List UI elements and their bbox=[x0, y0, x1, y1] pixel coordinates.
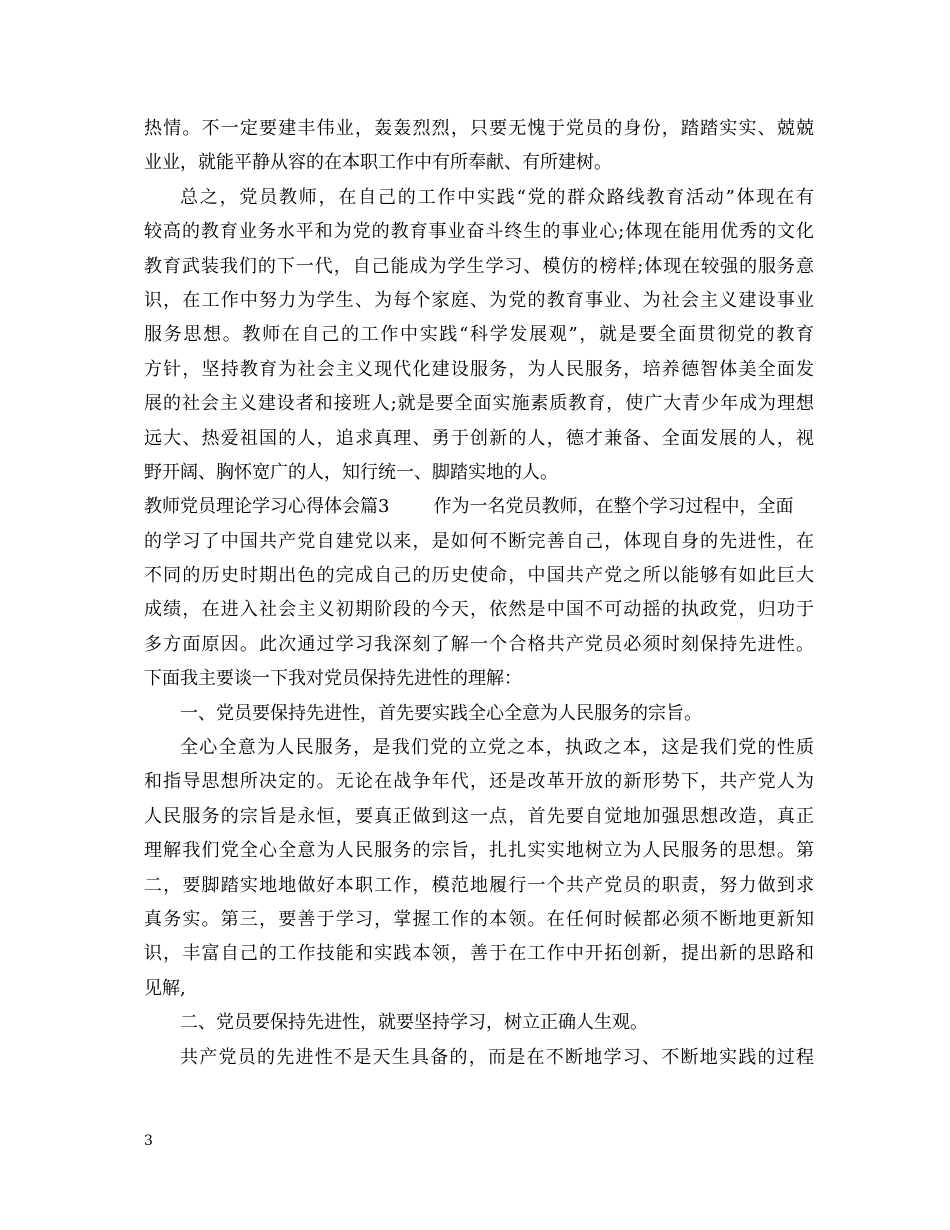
text-line: 二，要脚踏实地地做好本职工作，模范地履行一个共产党员的职责，努力做到求 bbox=[144, 874, 814, 896]
text-line: 展的社会主义建设者和接班人;就是要全面实施素质教育，使广大青少年成为理想 bbox=[144, 393, 814, 415]
text-line: 共产党员的先进性不是天生具备的，而是在不断地学习、不断地实践的过程 bbox=[180, 1046, 814, 1068]
text-line: 下面我主要谈一下我对党员保持先进性的理解： bbox=[144, 668, 522, 690]
text-line: 不同的历史时期出色的完成自己的历史使命，中国共产党之所以能够有如此巨大 bbox=[144, 565, 814, 587]
page-number: 3 bbox=[144, 1133, 153, 1149]
text-line: 远大、热爱祖国的人，追求真理、勇于创新的人，德才兼备、全面发展的人，视 bbox=[144, 427, 814, 449]
text-line: 业业，就能平静从容的在本职工作中有所奉献、有所建树。 bbox=[144, 152, 612, 174]
text-line: 热情。不一定要建丰伟业，轰轰烈烈，只要无愧于党员的身份，踏踏实实、兢兢 bbox=[144, 118, 814, 139]
text-line: 全心全意为人民服务，是我们党的立党之本，执政之本，这是我们党的性质 bbox=[180, 737, 814, 759]
text-line: 理解我们党全心全意为人民服务的宗旨，扎扎实实地树立为人民服务的思想。第 bbox=[144, 840, 814, 862]
text-line: 真务实。第三，要善于学习，掌握工作的本领。在任何时候都必须不断地更新知 bbox=[144, 908, 814, 930]
text-line: 服务思想。教师在自己的工作中实践“科学发展观”，就是要全面贯彻党的教育 bbox=[144, 324, 814, 346]
text-line: 野开阔、胸怀宽广的人，知行统一、脚踏实地的人。 bbox=[144, 461, 558, 483]
text-line: 识，在工作中努力为学生、为每个家庭、为党的教育事业、为社会主义建设事业 bbox=[144, 289, 814, 311]
section-heading: 教师党员理论学习心得体会篇3 bbox=[144, 496, 390, 518]
heading-continuation: 作为一名党员教师，在整个学习过程中，全面 bbox=[433, 496, 794, 518]
text-line: 人民服务的宗旨是永恒，要真正做到这一点，首先要自觉地加强思想改造，真正 bbox=[144, 805, 814, 827]
text-line: 的学习了中国共产党自建党以来，是如何不断完善自己，体现自身的先进性，在 bbox=[144, 530, 814, 552]
text-line: 成绩，在进入社会主义初期阶段的今天，依然是中国不可动摇的执政党，归功于 bbox=[144, 599, 814, 621]
text-line: 见解, bbox=[144, 977, 186, 999]
text-line: 识，丰富自己的工作技能和实践本领，善于在工作中开拓创新，提出新的思路和 bbox=[144, 943, 814, 965]
text-line: 教育武装我们的下一代，自己能成为学生学习、模仿的榜样;体现在较强的服务意 bbox=[144, 255, 814, 277]
text-line: 二、党员要保持先进性，就要坚持学习，树立正确人生观。 bbox=[180, 1012, 648, 1034]
text-line: 方针，坚持教育为社会主义现代化建设服务，为人民服务，培养德智体美全面发 bbox=[144, 358, 814, 380]
text-line: 较高的教育业务水平和为党的教育事业奋斗终生的事业心;体现在能用优秀的文化 bbox=[144, 221, 814, 243]
text-line: 总之，党员教师，在自己的工作中实践“党的群众路线教育活动”体现在有 bbox=[180, 186, 814, 208]
section-heading-line bbox=[144, 490, 814, 524]
text-line: 一、党员要保持先进性，首先要实践全心全意为人民服务的宗旨。 bbox=[180, 702, 702, 724]
text-line: 和指导思想所决定的。无论在战争年代，还是改革开放的新形势下，共产党人为 bbox=[144, 771, 814, 793]
document-body bbox=[144, 112, 814, 1075]
text-line: 多方面原因。此次通过学习我深刻了解一个合格共产党员必须时刻保持先进性。 bbox=[144, 633, 814, 655]
